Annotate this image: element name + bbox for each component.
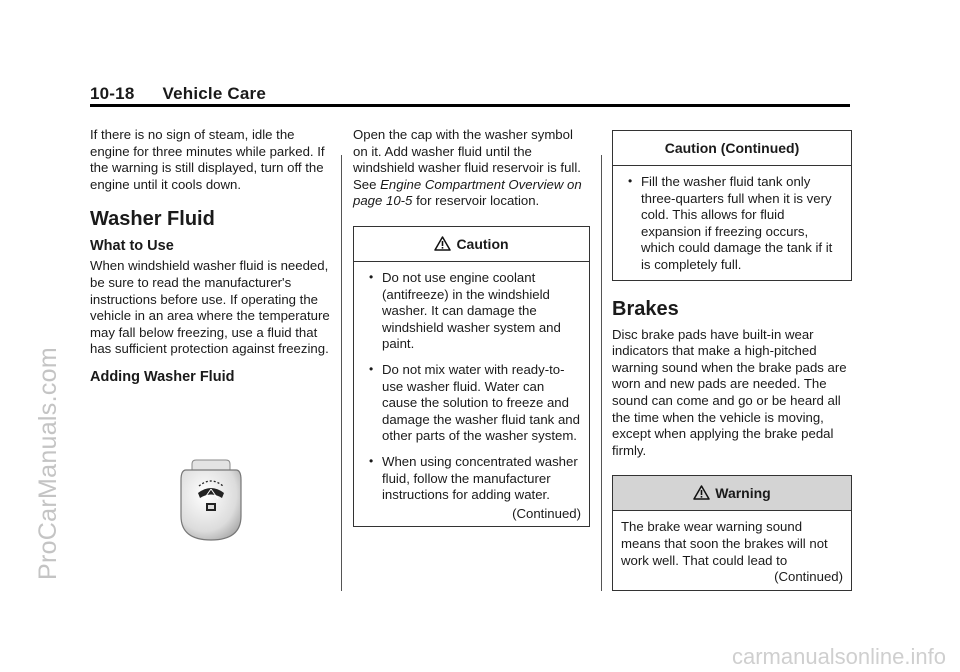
washer-cap-illustration: [178, 456, 244, 547]
open-cap-paragraph: [353, 127, 590, 210]
list-item: • When using concentrated washer fluid, follow the manufacturer instructions for adding water.: [362, 454, 581, 504]
caution-box: [353, 226, 590, 527]
header-text: [90, 84, 850, 104]
column-divider-2: [601, 155, 602, 591]
brakes-paragraph: Disc brake pads have built-in wear indicators that make a high-pitched warning sound when the brake pads are worn and new pads are needed. The sound can come and go or be heard all the time when the vehicle is moving, except when applying the brake pedal firmly.: [612, 326, 847, 458]
open-cap-text-end: for reservoir location.: [412, 193, 540, 209]
intro-paragraph: If there is no sign of steam, idle the engine for three minutes while parked. If the warning is still displayed, turn off the engine until it cools down.: [90, 127, 325, 192]
caution-bullets: [362, 270, 581, 504]
what-to-use-paragraph: When windshield washer fluid is needed, be sure to read the manufacturer's instructions before use. If operating the vehicle in an area where the temperature may fall below freezing, use a fluid that has sufficient protection against freezing.: [90, 258, 330, 357]
caution-title: Caution: [456, 235, 509, 252]
brakes-heading: Brakes: [612, 297, 679, 320]
list-item: • Do not mix water with ready-to-use washer fluid. Water can cause the solution to freeze and damage the washer fluid tank and other parts of the washer system.: [362, 362, 581, 445]
adding-washer-fluid-heading: Adding Washer Fluid: [90, 368, 235, 385]
open-cap-text: Open the cap with the washer symbol on it. Add washer fluid until the windshield washer fluid reservoir is full. See: [353, 127, 581, 192]
footer-watermark: carmanualsonline.info: [731, 644, 946, 669]
continued-label: (Continued): [512, 505, 581, 521]
list-item: • Do not use engine coolant (antifreeze) in the windshield washer. It can damage the windshield washer system and paint.: [362, 270, 581, 353]
cross-reference-link[interactable]: Engine Compartment Overview on page 10-5: [353, 176, 582, 209]
section-title: Vehicle Care: [162, 84, 267, 103]
warning-box: [612, 475, 852, 590]
caution-continued-header: Caution (Continued): [613, 131, 851, 166]
warning-header: [613, 476, 851, 511]
header-rule: [90, 104, 850, 107]
list-item: • Fill the washer fluid tank only three-quarters full when it is very cold. This allows for fluid expansion if freezing occurs, which could damage the tank if it is completely full.: [621, 174, 843, 274]
column-left: [90, 127, 330, 386]
washer-symbol-icon: [178, 456, 244, 542]
caution-header: [354, 227, 589, 262]
what-to-use-heading: What to Use: [90, 238, 174, 255]
caution-body: [354, 262, 589, 526]
warning-triangle-icon: [434, 236, 451, 251]
column-middle: [353, 127, 590, 527]
caution-continued-bullets: [621, 174, 843, 274]
page-number: 10-18: [90, 84, 135, 103]
caution-continued-box: [612, 130, 852, 281]
side-watermark: ProCarManuals.com: [34, 347, 62, 580]
caution-continued-body: [613, 166, 851, 280]
column-divider-1: [341, 155, 342, 591]
continued-label: (Continued): [774, 569, 843, 585]
warning-triangle-icon: [693, 485, 710, 500]
warning-body: [613, 511, 851, 589]
washer-fluid-heading: Washer Fluid: [90, 208, 215, 231]
warning-paragraph: The brake wear warning sound means that soon the brakes will not work well. That could lead to: [621, 519, 828, 568]
column-right: [612, 127, 852, 591]
warning-title: Warning: [715, 485, 771, 502]
page-header: [90, 84, 850, 104]
